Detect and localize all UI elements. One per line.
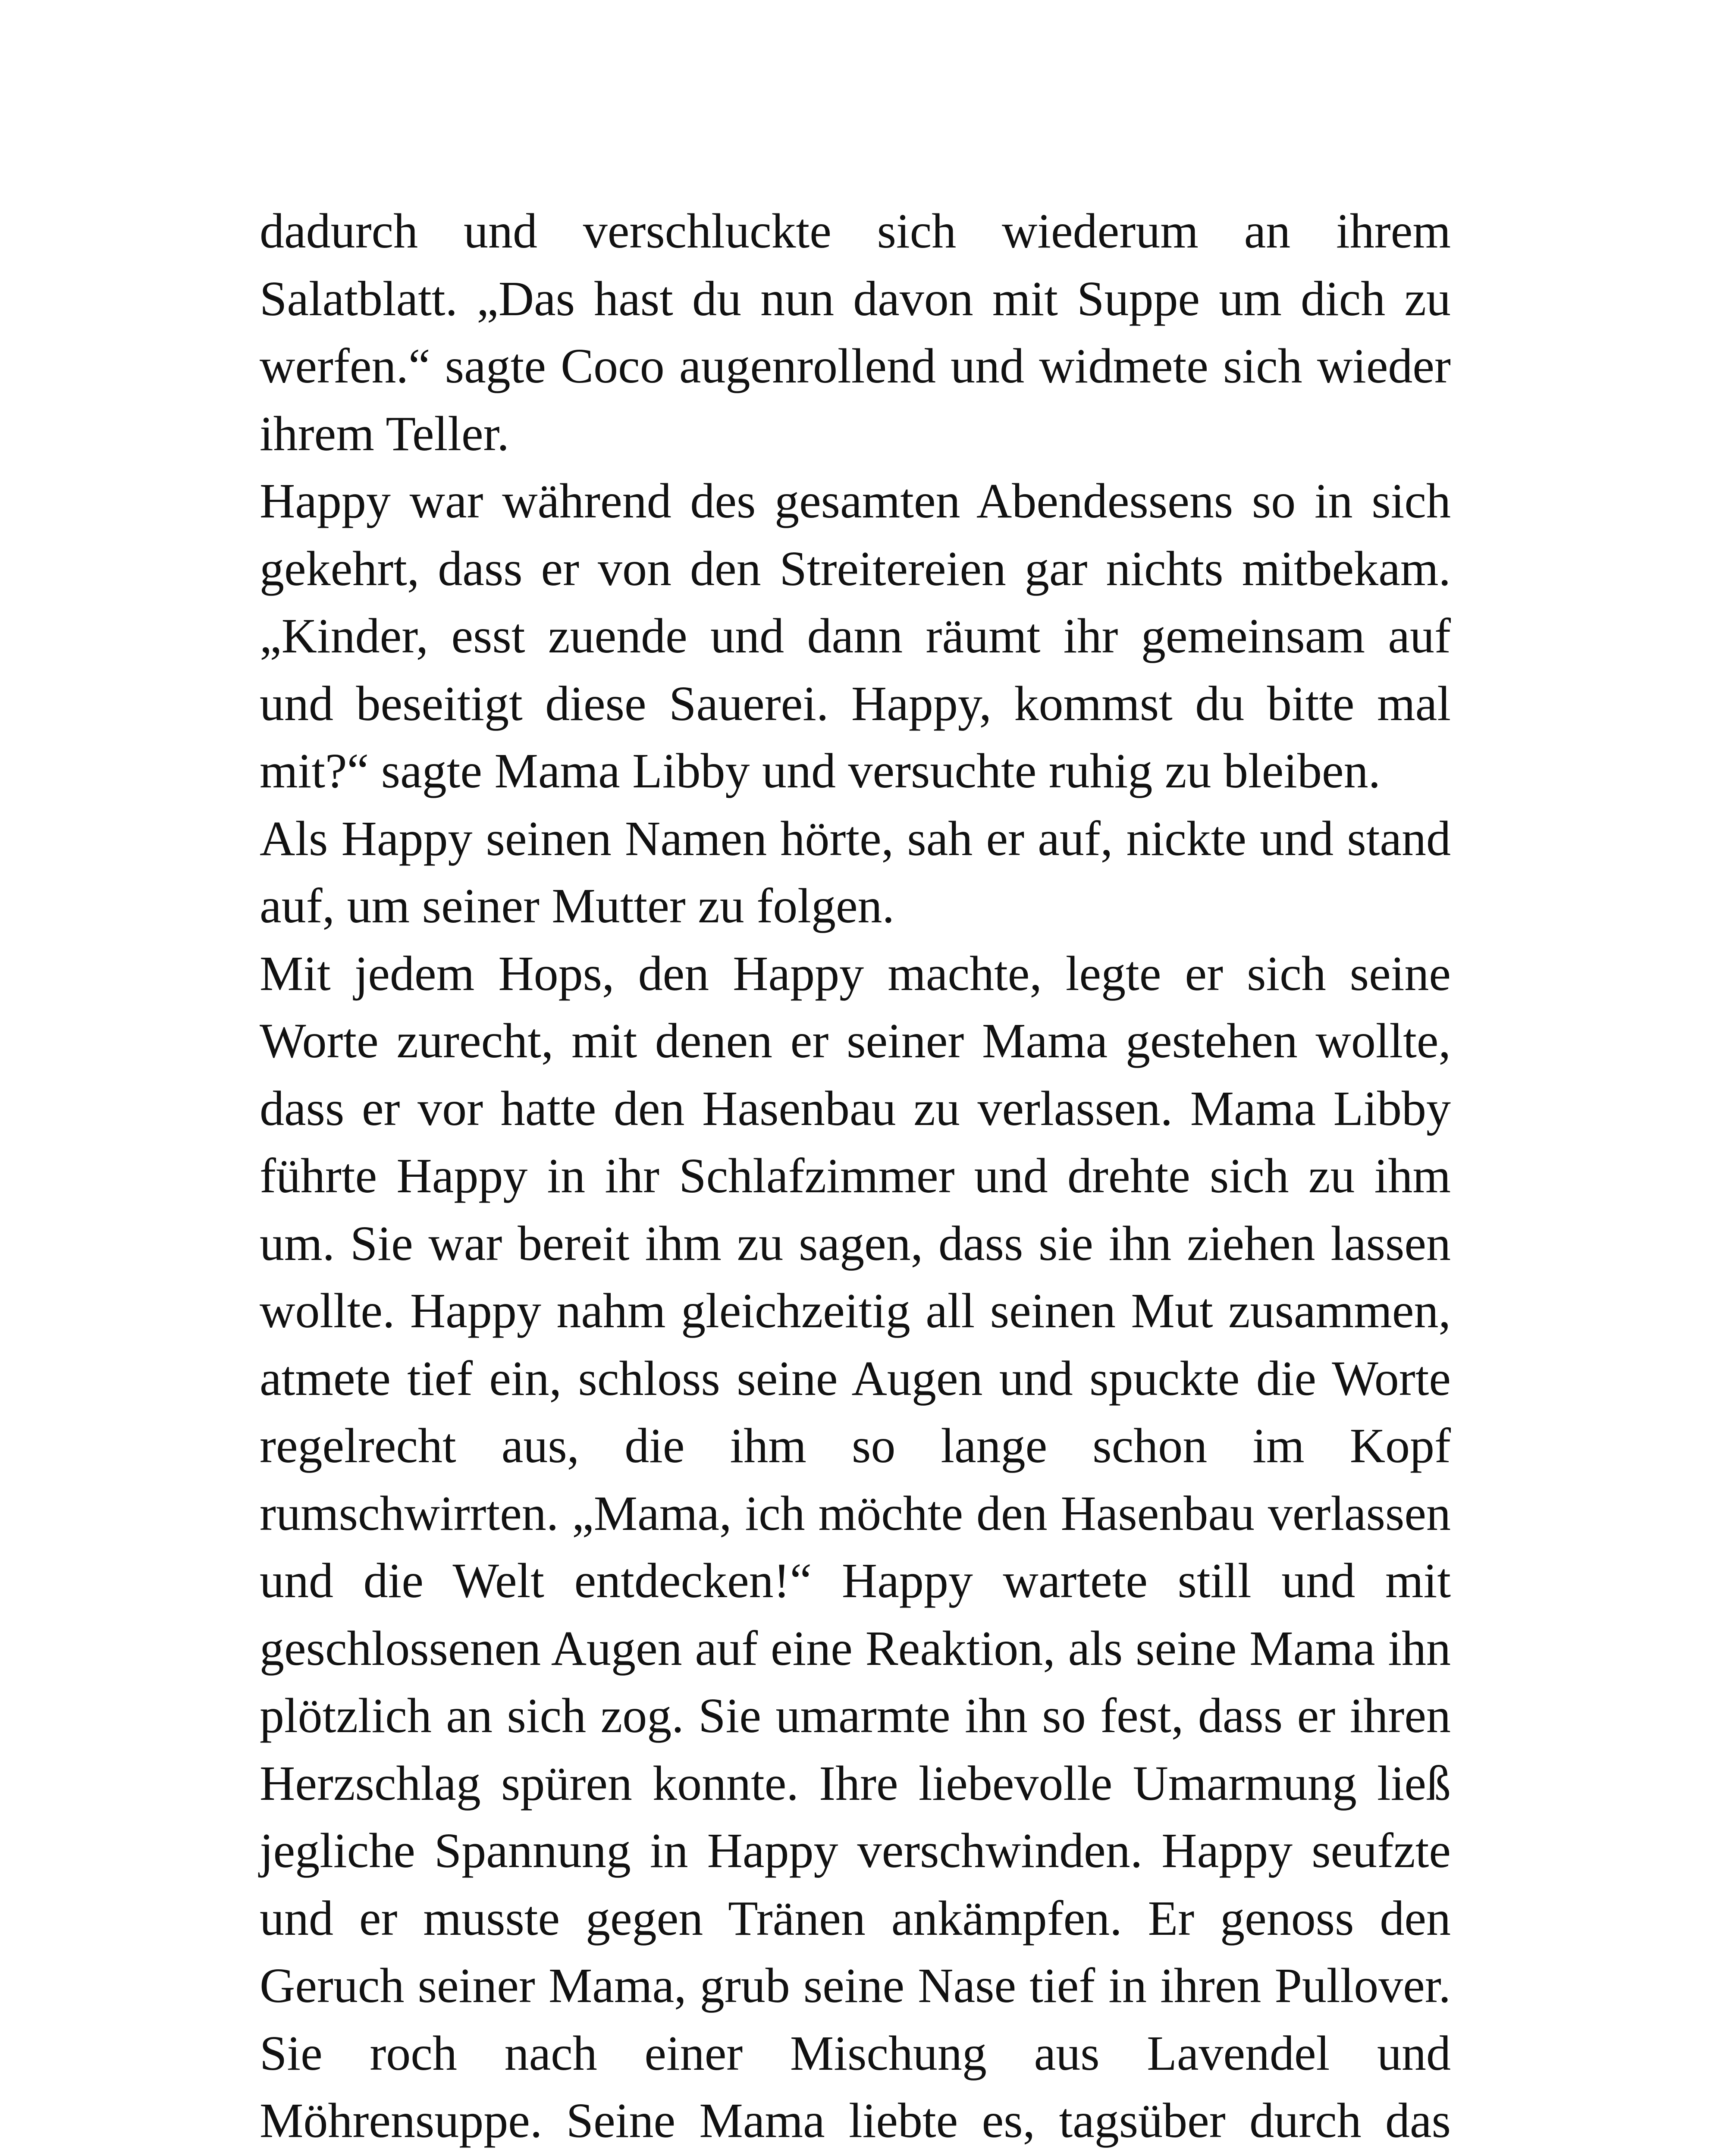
body-text — [260, 197, 1451, 2156]
paragraph-3: Als Happy seinen Namen hörte, sah er auf, nickte und stand auf, um seiner Mutter zu folgen. — [260, 811, 1451, 933]
paragraph-1: dadurch und verschluckte sich wiederum an ihrem Salatblatt. „Das hast du nun davon mit Suppe um dich zu werfen.“ sagte Coco augenrollend und widmete sich wieder ihrem Teller. — [260, 204, 1451, 461]
paragraph-2: Happy war während des gesamten Abendessens so in sich gekehrt, dass er von den Streitereien gar nichts mitbekam. „Kinder, esst zuende und dann räumt ihr gemeinsam auf und beseitigt diese Sauerei. Happy, kommst du bitte mal mit?“ sagte Mama Libby und versuchte ruhig zu bleiben. — [260, 473, 1451, 798]
paragraph-4: Mit jedem Hops, den Happy machte, legte er sich seine Worte zurecht, mit denen er seiner Mama gestehen wollte, dass er vor hatte den Hasenbau zu verlassen. Mama Libby führte Happy in ihr Schlafzimmer und drehte sich zu ihm um. Sie war bereit ihm zu sagen, dass sie ihn ziehen lassen wollte. Happy nahm gleichzeitig all seinen Mut zusammen, atmete tief ein, schloss seine Augen und spuckte die Worte regelrecht aus, die ihm so lange schon im Kopf rumschwirrten. „Mama, ich möchte den Hasenbau verlassen und die Welt entdecken!“ Happy wartete still und mit geschlossenen Augen auf eine Reaktion, als seine Mama ihn plötzlich an sich zog. Sie umarmte ihn so fest, dass er ihren Herzschlag spüren konnte. Ihre liebevolle Umarmung ließ jegliche Spannung in Happy verschwinden. Happy seufzte und er musste gegen Tränen ankämpfen. Er genoss den Geruch seiner Mama, grub seine Nase tief in ihren Pullover. Sie roch nach einer Mischung aus Lavendel und Möhrensuppe. Seine Mama liebte es, tagsüber durch das — [260, 946, 1451, 2148]
